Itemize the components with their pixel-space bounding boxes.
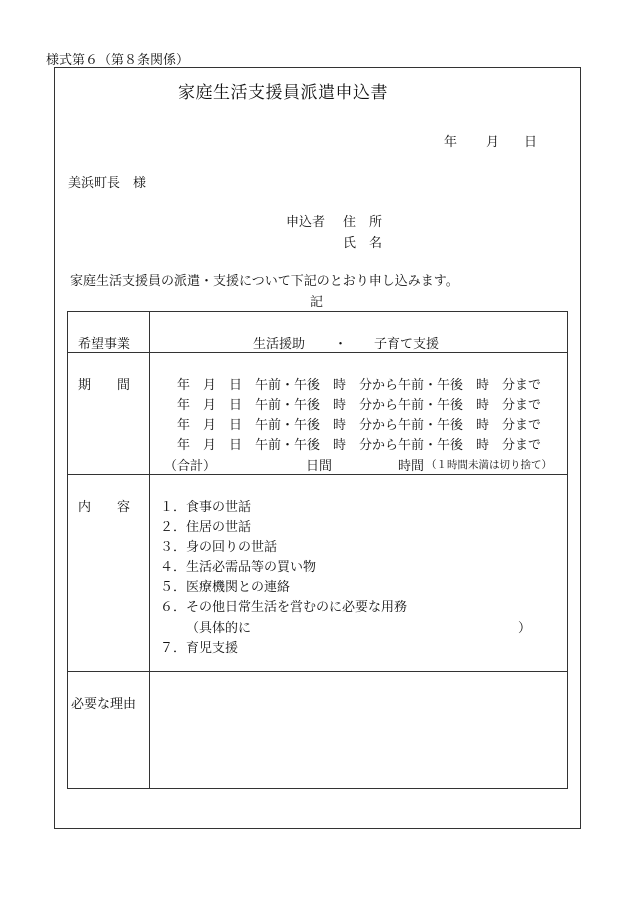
content-item[interactable]: ４．生活必需品等の買い物	[160, 560, 317, 575]
hours-label: 時間	[398, 459, 425, 474]
specific-close: ）	[518, 621, 532, 636]
date-month-label: 月	[486, 135, 500, 150]
application-table	[67, 311, 568, 789]
period-row: 年 月 日 午前・午後 時 分から午前・午後 時 分まで	[177, 418, 542, 433]
specific-open: （具体的に	[186, 621, 252, 636]
period-row: 年 月 日 午前・午後 時 分から午前・午後 時 分まで	[177, 438, 542, 453]
page-title: 家庭生活支援員派遣申込書	[178, 83, 388, 103]
reason-label: 必要な理由	[71, 697, 137, 712]
content-item[interactable]: ３．身の回りの世話	[160, 540, 278, 555]
ki-heading: 記	[310, 295, 324, 310]
period-row: 年 月 日 午前・午後 時 分から午前・午後 時 分まで	[177, 398, 542, 413]
content-label: 内 容	[78, 500, 131, 515]
address-label: 住 所	[343, 215, 383, 230]
date-day-label: 日	[524, 135, 538, 150]
period-label: 期 間	[78, 378, 131, 393]
total-label: （合計）	[164, 459, 217, 474]
form-number: 様式第６（第８条関係）	[46, 53, 190, 68]
request-statement: 家庭生活支援員の派遣・支援について下記のとおり申し込みます。	[70, 274, 459, 289]
content-item[interactable]: １．食事の世話	[160, 500, 252, 515]
row-divider	[68, 352, 567, 353]
service-option-life-support[interactable]: 生活援助	[253, 337, 306, 352]
service-separator: ・	[334, 337, 348, 352]
date-year-label: 年	[444, 135, 458, 150]
rounding-note: （１時間未満は切り捨て）	[426, 459, 552, 471]
service-option-childcare[interactable]: 子育て支援	[374, 337, 440, 352]
period-row: 年 月 日 午前・午後 時 分から午前・午後 時 分まで	[177, 378, 542, 393]
content-item[interactable]: ２．住居の世話	[160, 520, 252, 535]
applicant-label: 申込者	[286, 215, 326, 230]
row-divider	[68, 474, 567, 475]
content-item[interactable]: ６．その他日常生活を営むのに必要な用務	[160, 600, 408, 615]
addressee: 美浜町長 様	[68, 176, 147, 191]
reason-field[interactable]	[150, 672, 568, 789]
name-label: 氏 名	[343, 236, 383, 251]
content-item[interactable]: ７．育児支援	[160, 641, 239, 656]
days-label: 日間	[306, 459, 333, 474]
service-label: 希望事業	[78, 337, 131, 352]
content-item[interactable]: ５．医療機関との連絡	[160, 580, 291, 595]
